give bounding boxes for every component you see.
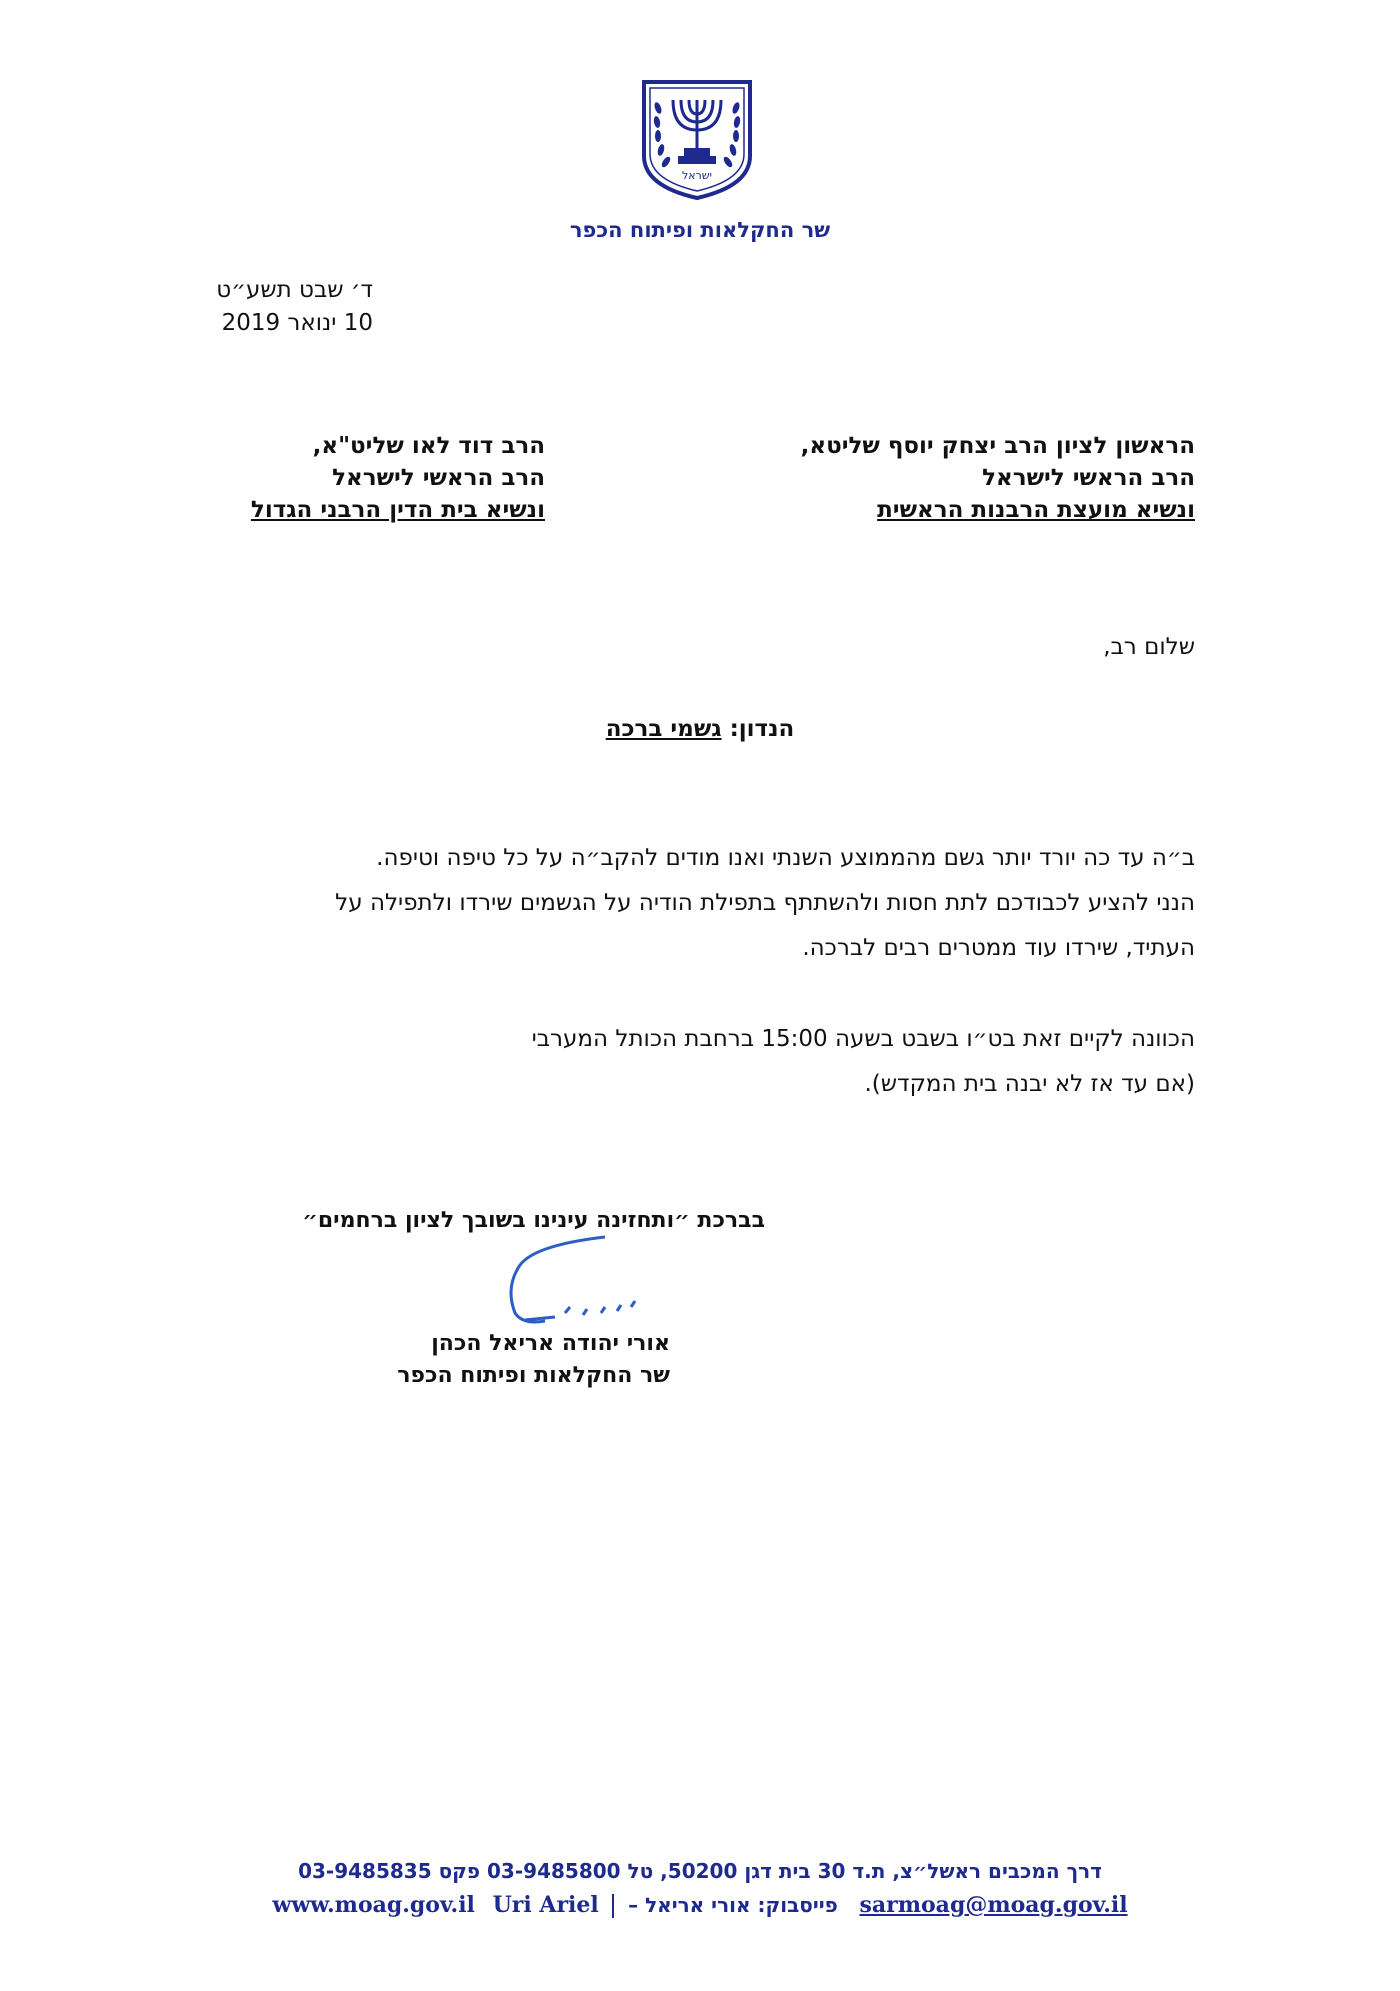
footer-address: דרך המכבים ראשל״צ, ת.ד 30 בית דגן 50200, טל 03-9485800 פקס 03-9485835 xyxy=(298,1859,1102,1883)
footer xyxy=(0,1854,1400,1922)
body-line-5: (אם עד אז לא יבנה בית המקדש). xyxy=(864,1071,1195,1097)
addressee-right xyxy=(695,430,1195,526)
addressee-left xyxy=(200,430,545,526)
gregorian-date: 10 ינואר 2019 xyxy=(221,310,373,336)
state-emblem-icon xyxy=(638,78,756,202)
subject-label: הנדון: xyxy=(729,716,795,742)
subject-text: גשמי ברכה xyxy=(605,716,722,742)
addressee-left-line1: הרב דוד לאו שליט"א, xyxy=(312,433,545,459)
addressee-left-line2: הרב הראשי לישראל xyxy=(332,465,545,491)
closing-blessing: בברכת ״ותחזינה עינינו בשובך לציון ברחמים״ xyxy=(302,1208,765,1233)
signer-name: אורי יהודה אריאל הכהן xyxy=(431,1331,670,1356)
footer-contact-line xyxy=(0,1888,1400,1922)
handwritten-signature xyxy=(355,1225,645,1345)
body-line-2: הנני להציע לכבודכם לתת חסות ולהשתתף בתפילת הודיה על הגשמים שירדו ולתפילה על xyxy=(335,890,1195,916)
footer-website[interactable]: www.moag.gov.il xyxy=(272,1892,475,1918)
greeting: שלום רב, xyxy=(1103,634,1195,660)
footer-facebook-en[interactable]: Uri Ariel xyxy=(492,1892,599,1918)
body-paragraph-1 xyxy=(195,836,1195,971)
footer-separator xyxy=(612,1894,614,1918)
body-line-4: הכוונה לקיים זאת בט״ו בשבט בשעה 15:00 ברחבת הכותל המערבי xyxy=(531,1026,1195,1052)
addressee-right-line3: ונשיא מועצת הרבנות הראשית xyxy=(877,497,1195,523)
body-line-3: העתיד, שירדו עוד ממטרים רבים לברכה. xyxy=(802,935,1195,961)
ministry-header: שר החקלאות ופיתוח הכפר xyxy=(569,218,831,242)
subject-line xyxy=(0,716,1400,742)
signer-block xyxy=(340,1328,670,1392)
addressee-right-line1: הראשון לציון הרב יצחק יוסף שליטא, xyxy=(800,433,1195,459)
date-block xyxy=(198,274,373,340)
footer-facebook: פייסבוק: אורי אריאל – xyxy=(628,1893,838,1917)
footer-email-link[interactable]: sarmoag@moag.gov.il xyxy=(859,1892,1128,1918)
signer-title: שר החקלאות ופיתוח הכפר xyxy=(397,1363,670,1388)
body-paragraph-2 xyxy=(195,1017,1195,1107)
hebrew-date: ד׳ שבט תשע״ט xyxy=(216,277,373,303)
body-line-1: ב״ה עד כה יורד יותר גשם מהממוצע השנתי ואנו מודים להקב״ה על כל טיפה וטיפה. xyxy=(376,845,1195,871)
addressee-right-line2: הרב הראשי לישראל xyxy=(982,465,1195,491)
addressee-left-line3: ונשיא בית הדין הרבני הגדול xyxy=(250,497,545,523)
emblem-label: ישראל xyxy=(681,169,713,182)
